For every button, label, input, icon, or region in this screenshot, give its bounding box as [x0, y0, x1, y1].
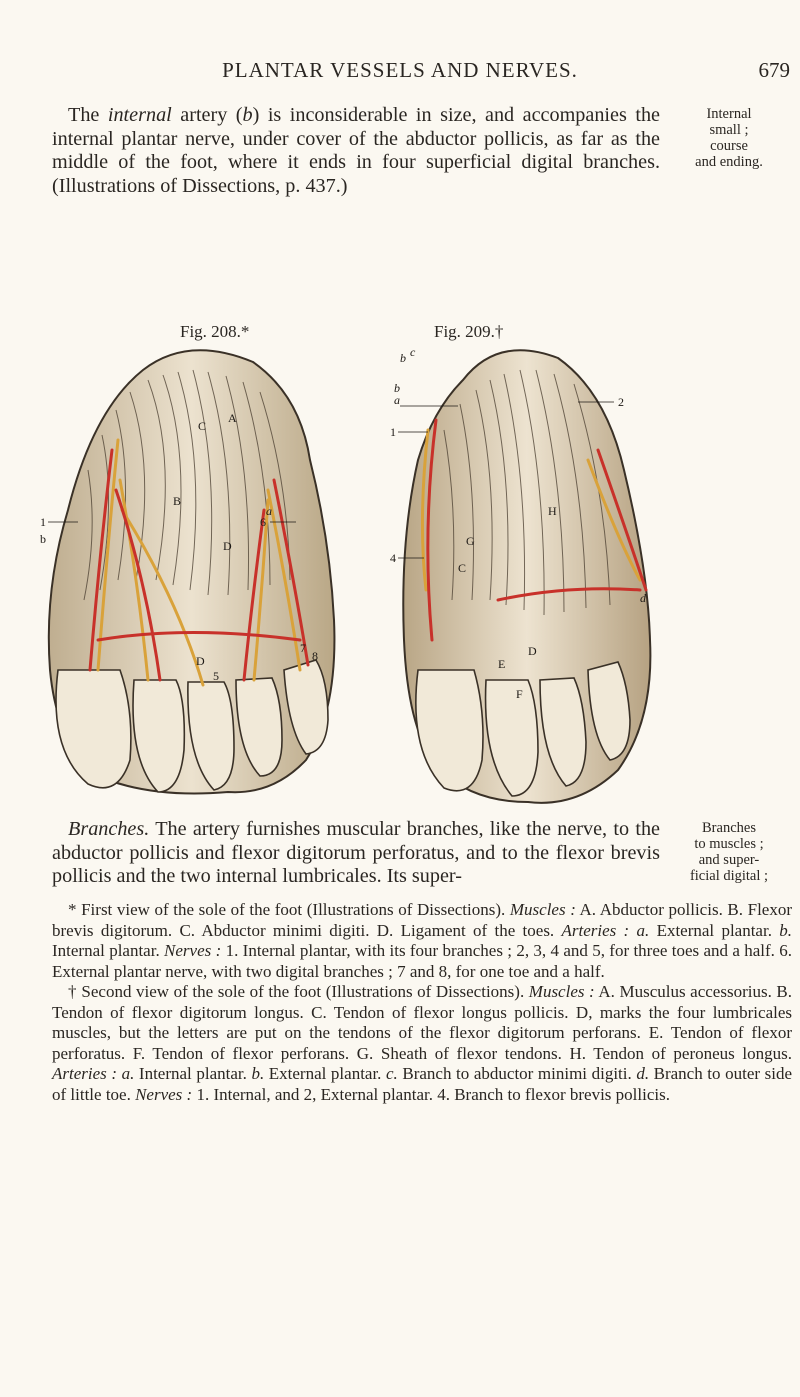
fig209-label-2: 2 — [618, 395, 624, 409]
footnote-first-view: * First view of the sole of the foot (Illustrations of Dissections). Muscles : A. Abductor pollicis. B. Flexor brevis digitorum. C. Abductor minimi digiti. D. Ligament of the toes. Arteries : a. External plantar. b. Internal plantar. Nerves : 1. Internal plantar, with its four branches ; 2, 3, 4 and 5, for three toes and a half. 6. External plantar nerve, with two digital branches ; 7 and 8, for one toe and a half. — [52, 900, 793, 981]
figure-209-illustration — [378, 340, 678, 808]
fig209-label-D: D — [528, 644, 537, 658]
fig208-label-6: 6 — [260, 515, 266, 529]
margin-note-internal: Internal small ; course and ending. — [695, 106, 763, 170]
page-header — [0, 58, 800, 88]
margin-note-branches: Branches to muscles ; and super- ficial digital ; — [689, 820, 769, 884]
fig208-label-A: A — [228, 411, 237, 425]
fig208-label-B: B — [173, 494, 182, 508]
fig208-label-7: 7 — [300, 641, 306, 655]
fig208-label-D: D — [223, 539, 232, 553]
figure-208-caption: Fig. 208.* — [180, 322, 250, 341]
fig209-label-c: c — [410, 345, 416, 359]
fig208-label-b: b — [40, 532, 46, 546]
fig208-label-a: a — [266, 504, 272, 518]
fig208-label-5: 5 — [213, 669, 219, 683]
fig208-label-1: 1 — [40, 515, 46, 529]
foot-sole-first-view — [38, 340, 360, 800]
page-number: 679 — [758, 58, 790, 82]
fig209-label-C: C — [458, 561, 467, 575]
fig209-label-H: H — [548, 504, 557, 518]
figure-209-caption: Fig. 209.† — [434, 322, 504, 341]
foot-sole-second-view — [378, 340, 678, 808]
footnotes — [52, 900, 792, 1105]
big-toe — [56, 670, 131, 788]
fig209-label-d: d — [640, 591, 646, 605]
figure-208-illustration — [38, 340, 360, 800]
fig208-label-C: C — [198, 419, 207, 433]
fig209-label-b: b — [400, 351, 406, 365]
fig209-label-F: F — [516, 687, 523, 701]
fig209-label-b2: b — [394, 381, 400, 395]
big-toe-2 — [416, 670, 483, 791]
fig209-label-4: 4 — [390, 551, 396, 565]
fig208-label-8: 8 — [312, 649, 318, 663]
running-title: PLANTAR VESSELS AND NERVES. — [222, 58, 578, 82]
fig209-label-a: a — [394, 393, 400, 407]
body-paragraph-internal-artery: The internal artery (b) is inconsiderable in size, and accompanies the internal plantar nerve, under cover of the abductor pollicis, as far as the middle of the foot, where it ends in four superficial digital branches. (Illustrations of Dissections, p. 437.) — [52, 104, 660, 197]
footnote-second-view: † Second view of the sole of the foot (Illustrations of Dissections). Muscles : A. Musculus accessorius. B. Tendon of flexor digitorum longus. C. Tendon of flexor longus pollicis. D, marks the four lumbricales muscles, but the letters are put on the tendons of the flexor digitorum perforans. E. Tendon of flexor perforatus. F. Tendon of flexor perforans. G. Sheath of flexor tendons. H. Tendon of peroneus longus. Arteries : a. Internal plantar. b. External plantar. c. Branch to abductor minimi digiti. d. Branch to outer side of little toe. Nerves : 1. Internal, and 2, External plantar. 4. Branch to flexor brevis pollicis. — [52, 982, 792, 1104]
fig209-label-G: G — [466, 534, 475, 548]
fig208-label-D2: D — [196, 654, 205, 668]
fig209-label-E: E — [498, 657, 506, 671]
fig209-label-1: 1 — [390, 425, 396, 439]
body-paragraph-branches: Branches. The artery furnishes muscular branches, like the nerve, to the abductor pollicis and flexor digitorum perforatus, and to the flexor brevis pollicis and the two internal lumbricales. Its super- — [52, 818, 660, 887]
